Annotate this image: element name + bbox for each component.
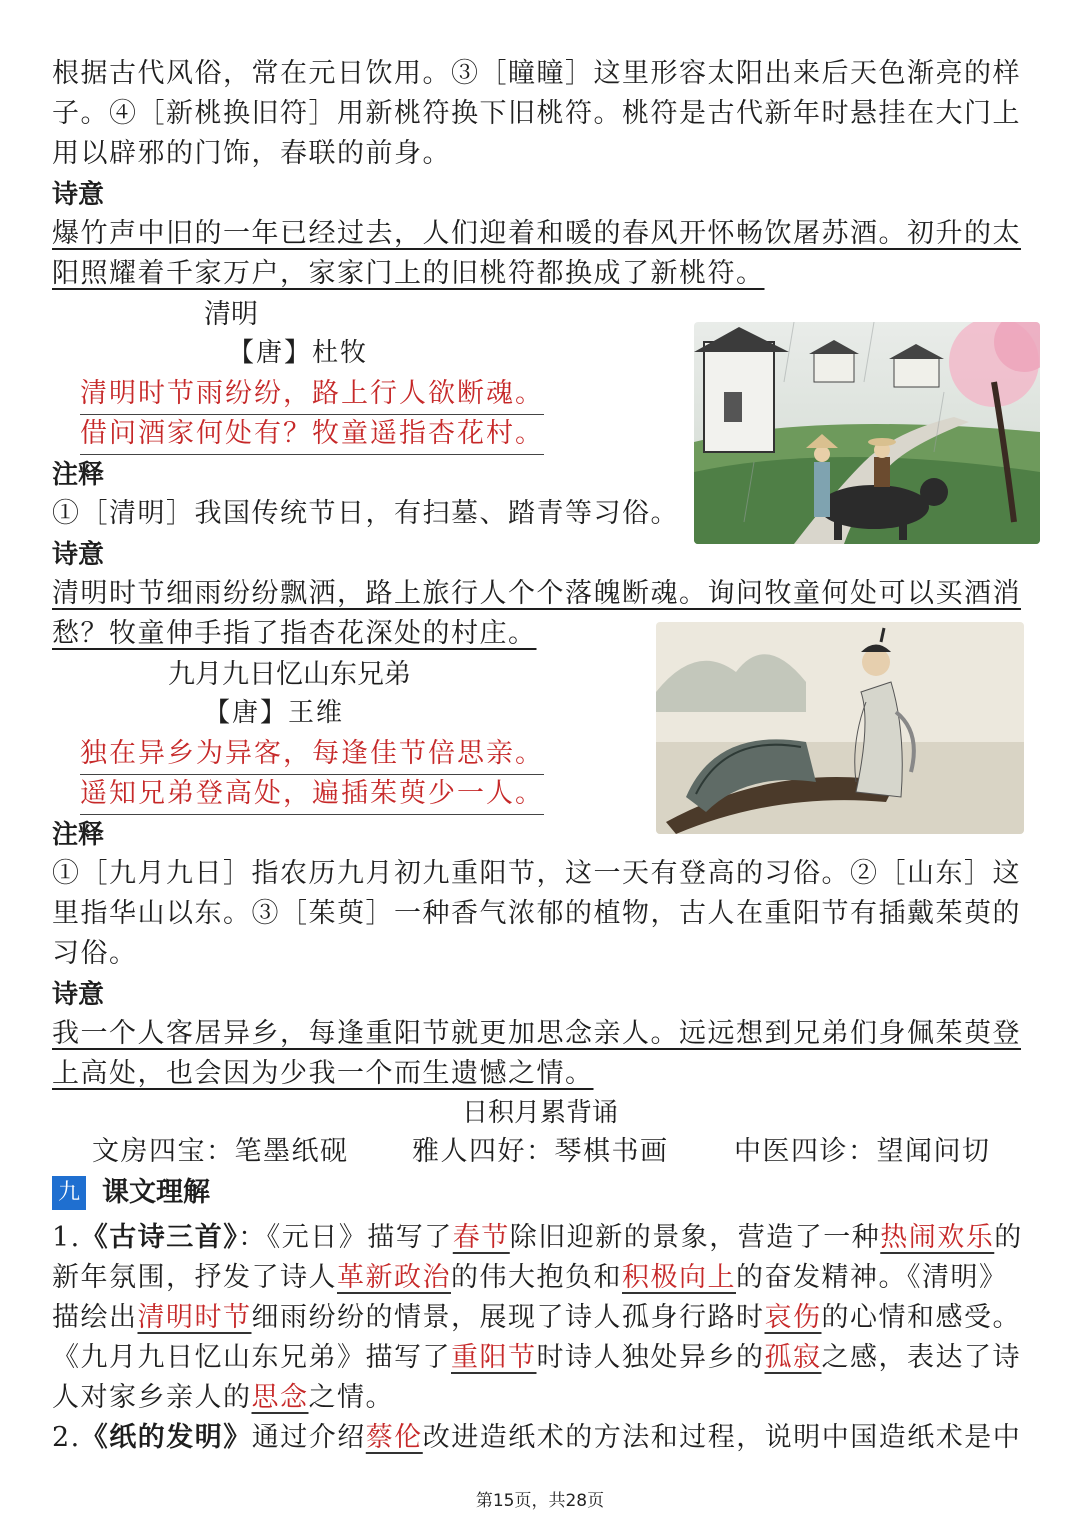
daily-item: 文房四宝：笔墨纸砚 — [92, 1136, 349, 1167]
keyword: 春节 — [452, 1222, 510, 1253]
keyword: 积极向上 — [622, 1262, 736, 1293]
poem-title: 九月九日忆山东兄弟 — [168, 659, 411, 690]
text-span: 新年氛围，抒发了诗人 — [52, 1262, 337, 1293]
book-title: 《纸的发明》 — [80, 1422, 252, 1453]
qingming-illustration — [694, 322, 1040, 544]
item-number: 1. — [52, 1222, 81, 1253]
section-title: 课文理解 — [102, 1177, 210, 1208]
poem-author: 【唐】王维 — [204, 698, 345, 728]
text-span: 改进造纸术的方法和过程，说明中国造纸术是中 — [422, 1422, 1022, 1453]
text-span: 的伟大抱负和 — [451, 1262, 622, 1293]
poem-line: 遥知兄弟登高处，遍插茱萸少一人。 — [80, 774, 544, 815]
text-span: 的 — [994, 1222, 1023, 1253]
section-heading-meaning: 诗意 — [52, 980, 105, 1010]
text-span: 的奋发精神。《清明》 — [736, 1262, 1008, 1293]
jiuyue-illustration — [656, 622, 1024, 834]
item-number: 2. — [52, 1422, 81, 1453]
section-heading-meaning: 诗意 — [52, 540, 105, 570]
understanding-line — [52, 1338, 1021, 1378]
poem-author: 【唐】杜牧 — [228, 338, 369, 368]
book-title: 《古诗三首》 — [80, 1222, 239, 1253]
text-span: 除旧迎新的景象，营造了一种 — [509, 1222, 881, 1253]
section-heading-notes: 注释 — [52, 460, 105, 490]
page-footer: 第15页，共28页 — [475, 1491, 605, 1511]
text-span: 之情。 — [308, 1382, 394, 1413]
keyword: 哀伤 — [764, 1302, 822, 1333]
poem-line: 借问酒家何处有？牧童遥指杏花村。 — [80, 414, 544, 455]
meaning-line: 我一个人客居异乡，每逢重阳节就更加思念亲人。远远想到兄弟们身佩茱萸登 — [52, 1018, 1021, 1049]
daily-item: 雅人四好：琴棋书画 — [412, 1136, 669, 1167]
understanding-line — [52, 1258, 1008, 1298]
section-heading-meaning: 诗意 — [52, 180, 105, 210]
meaning-line: 清明时节细雨纷纷飘洒，路上旅行人个个落魄断魂。询问牧童何处可以买酒消 — [52, 578, 1021, 609]
text-span: 时诗人独处异乡的 — [536, 1342, 765, 1373]
text-span: 细雨纷纷的情景，展现了诗人孤身行路时 — [251, 1302, 765, 1333]
understanding-line — [52, 1378, 394, 1418]
keyword: 蔡伦 — [365, 1422, 423, 1453]
note-line: ①［九月九日］指农历九月初九重阳节，这一天有登高的习俗。②［山东］这 — [52, 858, 1021, 889]
text-span: 人对家乡亲人的 — [52, 1382, 252, 1413]
keyword: 革新政治 — [337, 1262, 451, 1293]
understanding-line — [52, 1418, 1021, 1458]
text-span: ：《元日》描写了 — [238, 1222, 453, 1253]
daily-title: 日积月累背诵 — [461, 1098, 618, 1128]
note-line: ①［清明］我国传统节日，有扫墓、踏青等习俗。 — [52, 498, 679, 529]
meaning-line: 爆竹声中旧的一年已经过去，人们迎着和暖的春风开怀畅饮屠苏酒。初升的太 — [52, 218, 1021, 249]
note-line: 习俗。 — [52, 938, 138, 969]
meaning-line: 阳照耀着千家万户，家家门上的旧桃符都换成了新桃符。 — [52, 258, 765, 289]
meaning-line: 上高处，也会因为少我一个而生遗憾之情。 — [52, 1058, 594, 1089]
daily-item: 中医四诊：望闻问切 — [734, 1136, 991, 1167]
section-heading-notes: 注释 — [52, 820, 105, 850]
note-line: 用以辟邪的门饰，春联的前身。 — [52, 138, 451, 169]
section-number-badge: 九 — [52, 1176, 86, 1210]
meaning-line: 愁？牧童伸手指了指杏花深处的村庄。 — [52, 618, 537, 649]
text-span: 描绘出 — [52, 1302, 138, 1333]
poem-line: 独在异乡为异客，每逢佳节倍思亲。 — [80, 734, 544, 775]
text-span: 的心情和感受。 — [821, 1302, 1021, 1333]
keyword: 热闹欢乐 — [880, 1222, 995, 1253]
text-span: 之感，表达了诗 — [821, 1342, 1021, 1373]
understanding-line — [52, 1218, 1023, 1258]
poem-line: 清明时节雨纷纷，路上行人欲断魂。 — [80, 374, 544, 415]
understanding-line — [52, 1298, 1021, 1338]
keyword: 孤寂 — [764, 1342, 822, 1373]
keyword: 清明时节 — [137, 1302, 252, 1333]
note-line: 根据古代风俗，常在元日饮用。③［瞳瞳］这里形容太阳出来后天色渐亮的样 — [52, 58, 1021, 89]
keyword: 思念 — [251, 1382, 309, 1413]
note-line: 子。④［新桃换旧符］用新桃符换下旧桃符。桃符是古代新年时悬挂在大门上 — [52, 98, 1021, 129]
text-span: 《九月九日忆山东兄弟》描写了 — [52, 1342, 451, 1373]
note-line: 里指华山以东。③［茱萸］一种香气浓郁的植物，古人在重阳节有插戴茱萸的 — [52, 898, 1021, 929]
poem-title: 清明 — [204, 299, 258, 330]
keyword: 重阳节 — [451, 1342, 537, 1373]
text-span: 通过介绍 — [251, 1422, 366, 1453]
